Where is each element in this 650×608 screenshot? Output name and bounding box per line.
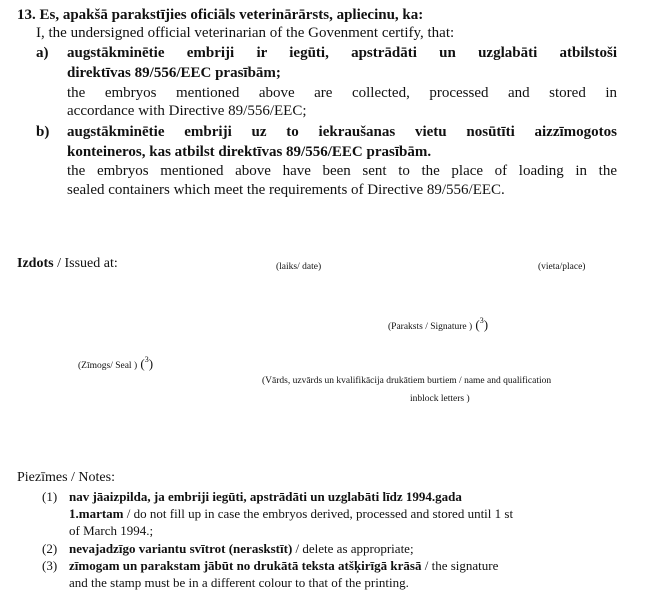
item-a-latvian-line-2: direktīvas 89/556/EEC prasībām; bbox=[67, 65, 281, 81]
note-2-label: (2) bbox=[42, 541, 58, 556]
item-a-english-line-2: accordance with Directive 89/556/EEC; bbox=[67, 103, 307, 119]
seal-label-text: (Zīmogs/ Seal ) bbox=[78, 361, 138, 371]
issued-at-label-latvian: Izdots bbox=[17, 256, 54, 271]
note-3-text bbox=[69, 558, 498, 574]
date-field-label: (laiks/ date) bbox=[276, 262, 322, 272]
section-13-heading: 13. Es, apakšā parakstījies oficiāls veterinārārsts, apliecinu, ka: bbox=[17, 7, 424, 23]
seal-field-label: (Zīmogs/ Seal ) ($^3$) bbox=[78, 355, 154, 371]
note-2-english: / delete as appropriate; bbox=[292, 541, 414, 556]
item-b-english-line-1: the embryos mentioned above have been sent to the place of loading in the bbox=[67, 163, 617, 179]
item-b-latvian-line-2: konteineros, kas atbilst direktīvas 89/556/EEC prasībām. bbox=[67, 144, 432, 160]
issued-at-label bbox=[17, 256, 118, 272]
item-a-english-line-1: the embryos mentioned above are collected, processed and stored in bbox=[67, 85, 617, 101]
signature-field-label: (Paraksts / Signature ) ($^3$) bbox=[388, 316, 489, 332]
note-1-latvian-line-1: nav jāaizpilda, ja embriji iegūti, apstrādāti un uzglabāti līdz 1994.gada bbox=[69, 489, 462, 504]
note-1-latvian-date: 1.martam bbox=[69, 506, 124, 521]
item-b-english-line-2: sealed containers which meet the requirements of Directive 89/556/EEC. bbox=[67, 182, 505, 198]
item-b-latvian-line-1: augstākminētie embriji uz to iekraušanas vietu nosūtīti aizzīmogotos bbox=[67, 124, 617, 140]
note-3-english: / the signature bbox=[421, 558, 499, 573]
signature-label-text: (Paraksts / Signature ) bbox=[388, 322, 473, 332]
name-qualification-label-line-2: inblock letters ) bbox=[410, 394, 470, 404]
signature-footnote-close: ) bbox=[483, 317, 489, 332]
signature-footnote-ref: 3 bbox=[479, 316, 484, 325]
note-2-text bbox=[69, 541, 414, 557]
note-3-label: (3) bbox=[42, 558, 58, 573]
place-field-label: (vieta/place) bbox=[538, 262, 586, 272]
note-1-line-2 bbox=[69, 506, 513, 522]
issued-at-label-english: / Issued at: bbox=[53, 256, 118, 271]
note-3-latvian: zīmogam un parakstam jābūt no drukātā teksta atšķirīgā krāsā bbox=[69, 558, 422, 573]
note-3-english-line-2: and the stamp must be in a different colour to that of the printing. bbox=[69, 575, 409, 590]
note-1-english-line-2: of March 1994.; bbox=[69, 523, 154, 538]
section-13-heading-english: I, the undersigned official veterinarian of the Govenment certify, that: bbox=[36, 25, 455, 41]
note-2-latvian: nevajadzīgo variantu svītrot (neraskstīt) bbox=[69, 541, 293, 556]
note-1-label: (1) bbox=[42, 489, 58, 504]
seal-footnote-ref: 3 bbox=[144, 355, 149, 364]
name-qualification-label-line-1: (Vārds, uzvārds un kvalifikācija drukātiem burtiem / name and qualification bbox=[262, 376, 552, 386]
item-a-label: a) bbox=[36, 45, 49, 61]
notes-title: Piezīmes / Notes: bbox=[17, 470, 115, 485]
item-a-latvian-line-1: augstākminētie embriji ir iegūti, apstrādāti un uzglabāti atbilstoši bbox=[67, 45, 617, 61]
seal-footnote-close: ) bbox=[148, 356, 154, 371]
item-b-label: b) bbox=[36, 124, 50, 140]
note-1-english: / do not fill up in case the embryos derived, processed and stored until 1 st bbox=[123, 506, 514, 521]
